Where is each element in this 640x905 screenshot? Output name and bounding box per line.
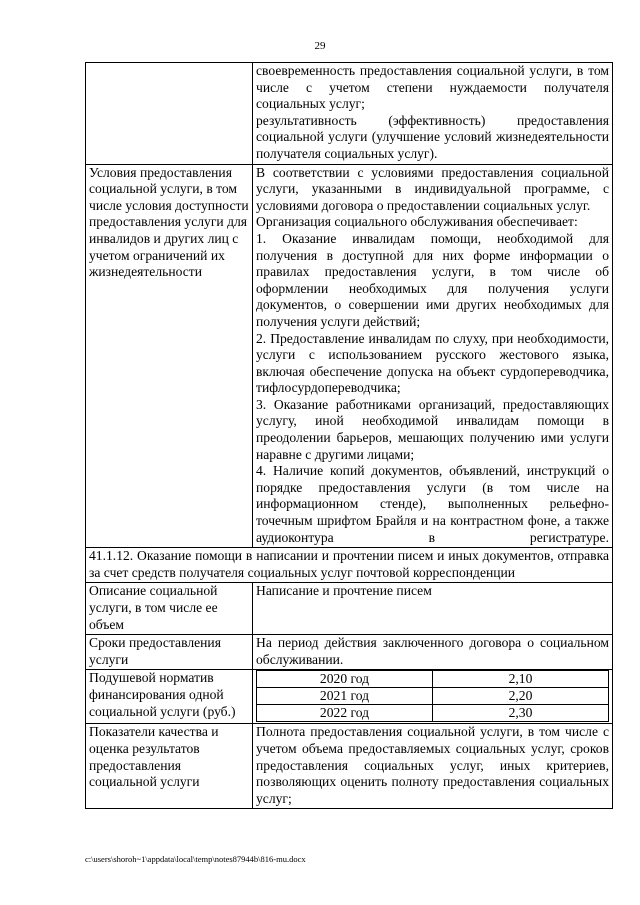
norm-value: 2,30 bbox=[433, 705, 609, 722]
row-text bbox=[253, 63, 613, 165]
row-text: Написание и прочтение писем bbox=[253, 583, 613, 635]
table-row bbox=[86, 635, 613, 670]
norm-row bbox=[257, 688, 609, 705]
norm-year: 2022 год bbox=[257, 705, 433, 722]
norm-row bbox=[257, 671, 609, 688]
row-text: На период действия заключенного договора о социальном обслуживании. bbox=[253, 635, 613, 670]
table-row bbox=[86, 670, 613, 724]
norm-year: 2021 год bbox=[257, 688, 433, 705]
norm-row bbox=[257, 705, 609, 722]
table-row bbox=[86, 164, 613, 548]
row-label: Подушевой норматив финансирования одной социальной услуги (руб.) bbox=[86, 670, 253, 724]
table-row bbox=[86, 63, 613, 165]
paragraph: своевременность предоставления социальной услуги, в том числе с учетом степени нуждаемости получателя социальных услуг; bbox=[256, 63, 609, 112]
norm-cell bbox=[253, 670, 613, 724]
paragraph: В соответствии с условиями предоставления социальной услуги, указанными в индивидуальной программе, с условиями договора о предоставлении социальных услуг. bbox=[256, 164, 609, 213]
row-text: Полнота предоставления социальной услуги, в том числе с учетом объема предоставляемых социальных услуг, сроков предоставления социальных услуг, иных критериев, позволяющих оценить полноту предоставления социальных услуг; bbox=[253, 724, 613, 809]
service-standard-table bbox=[85, 62, 613, 809]
row-label: Условия предоставления социальной услуги, в том числе условия доступности предоставления услуги для инвалидов и других лиц с учетом ограничений их жизнедеятельности bbox=[86, 164, 253, 548]
page-number: 29 bbox=[314, 40, 326, 52]
row-label: Сроки предоставления услуги bbox=[86, 635, 253, 670]
table-row bbox=[86, 583, 613, 635]
row-label: Описание социальной услуги, в том числе ее объем bbox=[86, 583, 253, 635]
norm-value: 2,10 bbox=[433, 671, 609, 688]
row-label bbox=[86, 63, 253, 165]
section-heading: 41.1.12. Оказание помощи в написании и прочтении писем и иных документов, отправка за счет средств получателя социальных услуг почтовой корреспонденции bbox=[86, 548, 613, 583]
paragraph: 3. Оказание работниками организаций, предоставляющих услугу, иной необходимой инвалидам помощи в преодолении барьеров, мешающих получению ими услуги наравне с другими лицами; bbox=[256, 396, 609, 462]
paragraph: 4. Наличие копий документов, объявлений, инструкций о порядке предоставления услуги (в том числе на информационном стенде), выполненных рельефно-точечным шрифтом Брайля и на контрастном фоне, а также аудиоконтура в регистратуре. bbox=[256, 463, 609, 545]
section-heading-row bbox=[86, 548, 613, 583]
paragraph: 2. Предоставление инвалидам по слуху, при необходимости, услуги с использованием русского жестового языка, включая обеспечение допуска на объект сурдопереводчика, тифлосурдопереводчика; bbox=[256, 330, 609, 396]
row-label: Показатели качества и оценка результатов предоставления социальной услуги bbox=[86, 724, 253, 809]
paragraph: Организация социального обслуживания обеспечивает: bbox=[256, 214, 578, 230]
paragraph: 1. Оказание инвалидам помощи, необходимой для получения в доступной для них форме информации о правилах предоставления услуги, в том числе об оформлении необходимых для получения услуги документов, о совершении ими других необходимых для получения услуги действий; bbox=[256, 230, 609, 329]
norm-value: 2,20 bbox=[433, 688, 609, 705]
footer-file-path: c:\users\shoroh~1\appdata\local\temp\notes87944b\816-mu.docx bbox=[85, 854, 306, 864]
row-text bbox=[253, 164, 613, 548]
norm-year: 2020 год bbox=[257, 671, 433, 688]
table-row bbox=[86, 724, 613, 809]
paragraph: результативность (эффективность) предоставления социальной услуги (улучшение условий жизнедеятельности получателя социальных услуг). bbox=[256, 112, 609, 161]
norm-table bbox=[256, 670, 609, 722]
